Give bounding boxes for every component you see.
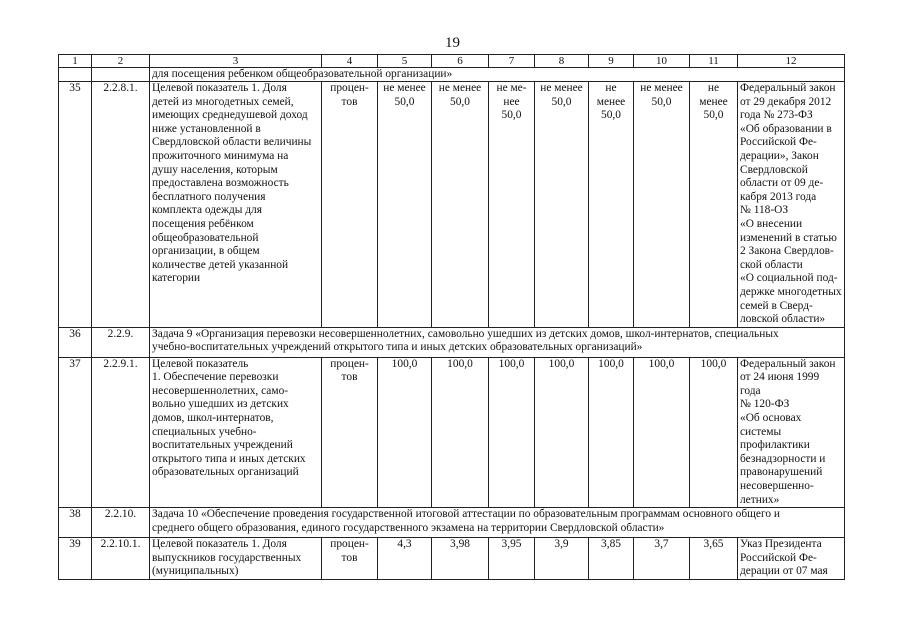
header-cell: 5 xyxy=(378,55,432,68)
value-cell: не менее 50,0 xyxy=(432,82,489,328)
indicator-name: Целевой показатель 1. Доля детей из многодетных семей, имеющих среднедушевой доход ниже установленной в Свердловской области величины прожиточного минимума на душу населения, которым предоставлена возможность бесплатного получения комплекта одежды для посещения ребёнком общеобразовательной организации, в общем количестве детей указанной категории xyxy=(150,82,322,328)
task-row xyxy=(59,508,845,538)
header-cell: 10 xyxy=(634,55,690,68)
row-code: 2.2.10.1. xyxy=(92,538,150,580)
value-cell: не менее 50,0 xyxy=(690,82,738,328)
header-cell: 1 xyxy=(59,55,92,68)
value-cell: 100,0 xyxy=(432,357,489,508)
indicator-name: Целевой показатель 1. Обеспечение перевозки несовершеннолетних, само- вольно ушедших из детских домов, школ-интернатов, специальных учебно- воспитательных учреждений открытого типа и иных детских образовательных организаций xyxy=(150,357,322,508)
continuation-row xyxy=(59,68,845,82)
empty-cell xyxy=(59,68,92,82)
value-cell: 100,0 xyxy=(634,357,690,508)
task-text: Задача 9 «Организация перевозки несовершеннолетних, самовольно ушедших из детских домов, школ-интернатов, специальных учебно-воспитательных учреждений открытого типа и иных детских образовательных организаций» xyxy=(150,327,845,357)
value-cell: 100,0 xyxy=(378,357,432,508)
value-cell: не менее 50,0 xyxy=(589,82,634,328)
table-row xyxy=(59,538,845,580)
indicator-name: Целевой показатель 1. Доля выпускников государственных (муниципальных) xyxy=(150,538,322,580)
header-cell: 12 xyxy=(738,55,845,68)
value-cell: 100,0 xyxy=(589,357,634,508)
header-row xyxy=(59,55,845,68)
header-cell: 6 xyxy=(432,55,489,68)
value-cell: 3,7 xyxy=(634,538,690,580)
value-cell: 100,0 xyxy=(535,357,589,508)
header-cell: 9 xyxy=(589,55,634,68)
value-cell: не менее 50,0 xyxy=(378,82,432,328)
value-cell: 3,95 xyxy=(489,538,535,580)
value-cell: 3,98 xyxy=(432,538,489,580)
legal-source: Федеральный закон от 24 июня 1999 года № 120-ФЗ «Об основах системы профилактики безнадзорности и правонарушений несовершенно- летних» xyxy=(738,357,845,508)
table-row xyxy=(59,357,845,508)
value-cell: 4,3 xyxy=(378,538,432,580)
value-cell: 100,0 xyxy=(489,357,535,508)
header-cell: 2 xyxy=(92,55,150,68)
row-code: 2.2.10. xyxy=(92,508,150,538)
page-number: 19 xyxy=(445,35,460,51)
indicators-table xyxy=(58,54,845,580)
legal-source: Федеральный закон от 29 декабря 2012 года № 273-ФЗ «Об образовании в Российской Фе- дерации», Закон Свердловской области от 09 де- кабря 2013 года № 118-ОЗ «О внесении изменений в статью 2 Закона Свердлов- ской области «О социальной под- держке многодетных семей в Сверд- ловской области» xyxy=(738,82,845,328)
continuation-text: для посещения ребенком общеобразовательной организации» xyxy=(150,68,845,82)
row-number: 35 xyxy=(59,82,92,328)
header-cell: 4 xyxy=(322,55,378,68)
value-cell: 3,85 xyxy=(589,538,634,580)
row-code: 2.2.9. xyxy=(92,327,150,357)
value-cell: 3,65 xyxy=(690,538,738,580)
value-cell: не менее 50,0 xyxy=(634,82,690,328)
table-row xyxy=(59,82,845,328)
task-row xyxy=(59,327,845,357)
header-cell: 7 xyxy=(489,55,535,68)
header-cell: 8 xyxy=(535,55,589,68)
empty-cell xyxy=(92,68,150,82)
row-number: 39 xyxy=(59,538,92,580)
header-cell: 11 xyxy=(690,55,738,68)
row-code: 2.2.9.1. xyxy=(92,357,150,508)
header-cell: 3 xyxy=(150,55,322,68)
row-number: 36 xyxy=(59,327,92,357)
value-cell: не ме- нее 50,0 xyxy=(489,82,535,328)
legal-source: Указ Президента Российской Фе- дерации от 07 мая xyxy=(738,538,845,580)
value-cell: не менее 50,0 xyxy=(535,82,589,328)
value-cell: 100,0 xyxy=(690,357,738,508)
unit: процен- тов xyxy=(322,357,378,508)
task-text: Задача 10 «Обеспечение проведения государственной итоговой аттестации по образовательным программам основного общего и среднего общего образования, единого государственного экзамена на территории Свердловской области» xyxy=(150,508,845,538)
row-number: 38 xyxy=(59,508,92,538)
value-cell: 3,9 xyxy=(535,538,589,580)
row-number: 37 xyxy=(59,357,92,508)
unit: процен- тов xyxy=(322,82,378,328)
row-code: 2.2.8.1. xyxy=(92,82,150,328)
unit: процен- тов xyxy=(322,538,378,580)
